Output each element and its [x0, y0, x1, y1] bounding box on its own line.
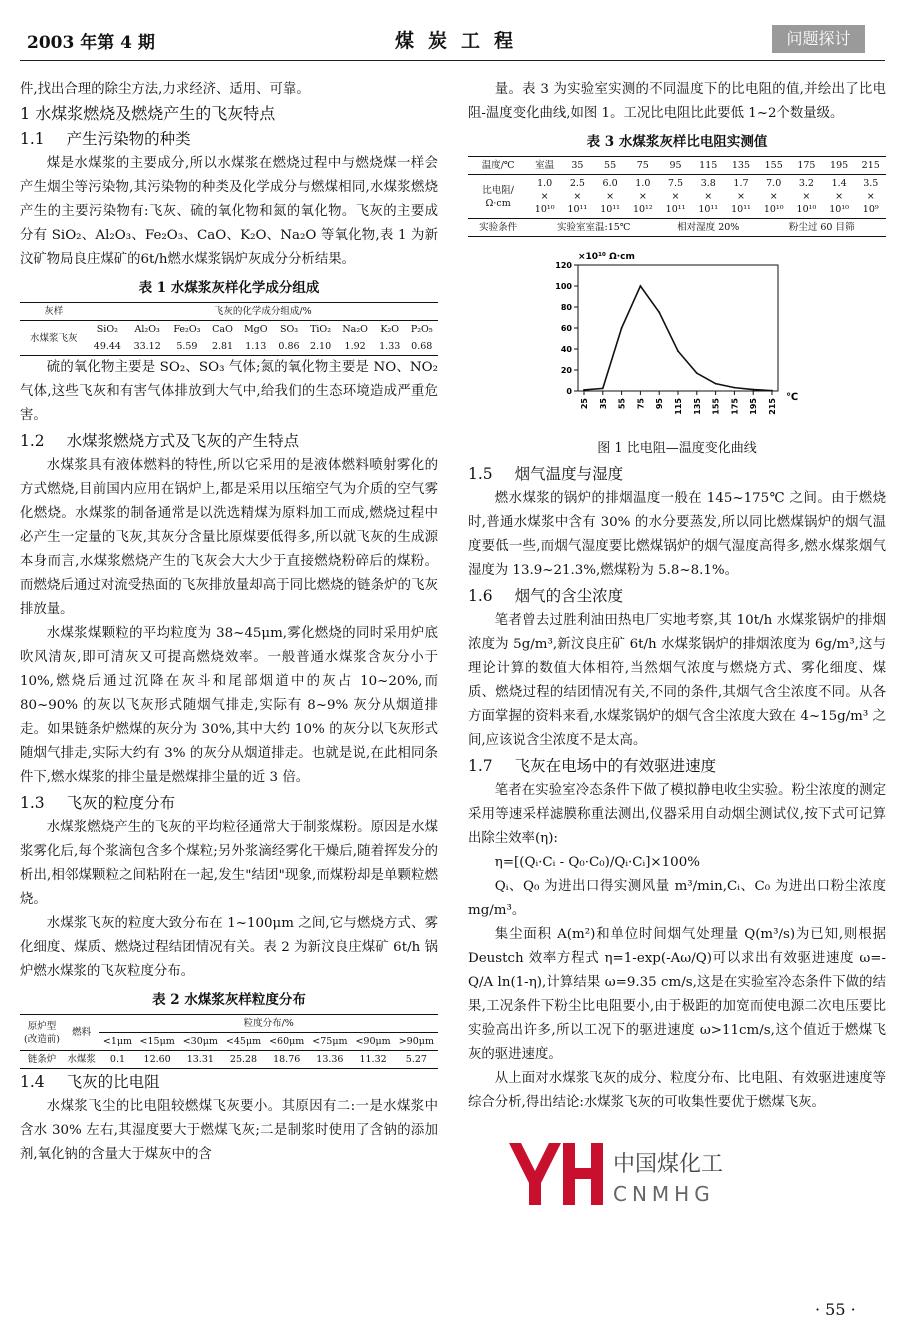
section-1-1-heading: [20, 126, 438, 152]
table-cell: 5.27: [405, 1054, 427, 1065]
table-cell: 7.0 × 10¹⁰: [763, 178, 784, 215]
table-header: <60μm: [269, 1036, 305, 1047]
section-title: 烟气温度与湿度: [514, 465, 624, 483]
section-number: 1.4: [20, 1073, 45, 1091]
table-cell: 相对湿度 20%: [677, 222, 740, 233]
table-cell: 1.33: [379, 341, 401, 352]
table-header: <90μm: [355, 1036, 391, 1047]
table-row-label: [468, 175, 528, 219]
section-1-5-heading: [468, 461, 886, 487]
table-cell: 1.0 × 10¹²: [632, 178, 653, 215]
y-tick-label: 40: [560, 345, 572, 354]
table-header: 飞灰的化学成分组成/%: [87, 303, 438, 321]
table-header: <75μm: [312, 1036, 348, 1047]
paragraph: 笔者在实验室冷态条件下做了模拟静电收尘实验。粉尘浓度的测定采用等速采样滤膜称重法测出,仪器采用自动烟尘测试仪,按下式可记算出除尘效率(η):: [468, 783, 886, 846]
table-cell: 33.12: [133, 341, 161, 352]
table-header: Al₂O₃: [134, 324, 160, 335]
table-header: [20, 1015, 64, 1051]
table-header: 室温: [535, 160, 555, 171]
y-tick-label: 120: [555, 261, 572, 270]
table-header: P₂O₅: [410, 324, 433, 335]
data-point: [640, 285, 642, 287]
table-cell: 2.5 × 10¹¹: [567, 178, 588, 215]
y-axis-label: ×10¹⁰ Ω·cm: [578, 252, 635, 262]
paragraph: 量。表 3 为实验室实测的不同温度下的比电阻的值,并绘出了比电阻-温度变化曲线,如图 1。工况比电阻比此要低 1~2个数量级。: [468, 82, 886, 121]
table-header: <15μm: [139, 1036, 175, 1047]
data-point: [715, 383, 717, 385]
resistivity-line-chart: [468, 247, 886, 437]
table-header: 115: [699, 160, 718, 171]
section-number: 1.1: [20, 130, 45, 148]
table-cell: 粉尘过 60 目筛: [788, 222, 855, 233]
x-tick-label: 115: [674, 398, 683, 415]
table-header: <30μm: [182, 1036, 218, 1047]
section-title: 烟气的含尘浓度: [514, 587, 624, 605]
table-header: <45μm: [225, 1036, 262, 1047]
data-point: [696, 372, 698, 374]
figure-1-caption: 图 1 比电阻—温度变化曲线: [597, 441, 757, 456]
table-header: SO₃: [279, 324, 299, 335]
table-header: MgO: [243, 324, 268, 335]
table-header: 95: [669, 160, 682, 171]
table-1-caption: 表 1 水煤浆灰样化学成分组成: [138, 280, 320, 296]
y-tick-label: 20: [560, 366, 572, 375]
table-1: [20, 302, 438, 356]
table-cell: 3.5 × 10⁹: [862, 178, 879, 215]
journal-name: 煤炭工程: [395, 30, 528, 52]
table-cell: 13.36: [316, 1054, 344, 1065]
table-header: 55: [604, 160, 617, 171]
table-cell: 1.0 × 10¹⁰: [534, 178, 555, 215]
x-tick-label: 195: [749, 398, 759, 415]
paragraph: Qᵢ、Q₀ 为进出口得实测风量 m³/min,Cᵢ、C₀ 为进出口粉尘浓度 mg/m³。: [468, 879, 886, 918]
table-header: 35: [571, 160, 584, 171]
paragraph: 燃水煤浆的锅炉的排烟温度一般在 145~175℃ 之间。由于燃烧时,普通水煤浆中含有 30% 的水分要蒸发,所以同比燃煤锅炉的烟气温度要低一些,而烟气湿度要比燃煤锅炉的烟气湿度高得多,燃水煤浆烟气湿度为 13.9~21.3%,燃煤粉为 5.8~8.1%。: [468, 491, 886, 578]
table-cell: 2.81: [211, 341, 234, 352]
section-1-4-heading: [20, 1069, 438, 1095]
section-1-6-heading: [468, 583, 886, 609]
table-cell: 49.44: [93, 341, 121, 352]
paragraph: 笔者曾去过胜利油田热电厂实地考察,其 10t/h 水煤浆锅炉的排烟浓度为 5g/m³,新汶良庄矿 6t/h 水煤浆锅炉的排烟浓度为 6g/m³,这与理论计算的数值大体相符,当然烟气浓度与燃烧方式、雾化细度、煤质、燃烧过程的结团情况有关,不同的条件,其烟气含尘浓度不同。从各方面掌握的资料来看,水煤浆锅炉的烟气含尘浓度大致在 4~15g/m³ 之间,应该说含尘浓度不是太高。: [468, 613, 886, 748]
journal-issue: 2003 年第 4 期: [27, 33, 155, 53]
data-point: [583, 389, 585, 391]
table-cell: 12.60: [143, 1054, 171, 1065]
table-cell: 5.59: [176, 341, 198, 352]
section-1-3-heading: [20, 790, 438, 816]
section-badge: 问题探讨: [772, 25, 865, 53]
x-tick-label: 35: [598, 398, 608, 410]
table-cell: 3.2 × 10¹⁰: [796, 178, 817, 215]
watermark-logo-icon: [505, 1135, 795, 1210]
watermark-cn: 中国煤化工: [613, 1152, 724, 1177]
x-tick-label: 175: [730, 398, 740, 415]
x-axis-label: ℃: [786, 392, 799, 403]
table-cell: 18.76: [273, 1054, 301, 1065]
paragraph: 从上面对水煤浆飞灰的成分、粒度分布、比电阻、有效驱进速度等综合分析,得出结论:水煤浆飞灰的可收集性要优于燃煤飞灰。: [468, 1071, 886, 1110]
table-header: 温度/℃: [481, 160, 515, 171]
table-header: 75: [636, 160, 649, 171]
table-cell: 1.4 × 10¹⁰: [829, 178, 849, 215]
section-number: 1.6: [468, 587, 493, 605]
paragraph: 硫的氧化物主要是 SO₂、SO₃ 气体;氮的氧化物主要是 NO、NO₂ 气体,这些飞灰和有害气体排放到大气中,给我们的生态环境造成严重危害。: [20, 360, 438, 423]
section-title: 水煤浆燃烧方式及飞灰的产生特点: [66, 432, 300, 450]
table-header: 155: [764, 160, 783, 171]
table-row-label: 水煤浆飞灰: [29, 332, 78, 344]
cnmhg-watermark: [505, 1135, 795, 1210]
table-cell: 0.68: [411, 341, 433, 352]
table-header-line: 原炉型: [27, 1020, 57, 1032]
section-number: 1.5: [468, 465, 493, 483]
data-point: [677, 350, 679, 352]
table-cell: 6.0 × 10¹¹: [600, 178, 620, 215]
x-tick-label: 75: [636, 398, 646, 410]
section-title: 产生污染物的种类: [66, 130, 191, 148]
x-tick-label: 55: [617, 398, 627, 410]
x-tick-label: 135: [692, 398, 702, 415]
row-label-line: Ω·cm: [485, 197, 511, 209]
right-column: [468, 78, 886, 1115]
table-row-label: 实验条件: [479, 222, 518, 233]
table-cell: 1.7 × 10¹¹: [731, 178, 751, 215]
table-2-caption: 表 2 水煤浆灰样粒度分布: [152, 992, 306, 1008]
section-title: 飞灰在电场中的有效驱进速度: [514, 757, 717, 775]
section-1-2-heading: [20, 428, 438, 454]
table-header: Na₂O: [342, 324, 368, 335]
page-number: · 55 ·: [815, 1300, 856, 1319]
table-header: TiO₂: [310, 324, 332, 335]
table-cell: 1.13: [245, 341, 267, 352]
table-cell: 链条炉: [27, 1054, 57, 1065]
data-point: [734, 387, 736, 389]
paragraph: 煤是水煤浆的主要成分,所以水煤浆在燃烧过程中与燃烧煤一样会产生烟尘等污染物,其污染物的种类及化学成分与燃煤相同,水煤浆燃烧产生的主要污染物有:飞灰、硫的氧化物和氮的氧化物。飞灰的主要成分有 SiO₂、Al₂O₃、Fe₂O₃、CaO、K₂O、Na₂O 等氧化物,表 1 为新汶矿物局良庄煤矿的6t/h燃水煤浆锅炉灰成分分析结果。: [20, 156, 438, 267]
data-point: [658, 311, 660, 313]
table-header: 215: [861, 160, 880, 171]
table-cell: 水煤浆: [67, 1054, 96, 1065]
y-tick-label: 0: [566, 387, 572, 396]
table-2: [20, 1014, 438, 1069]
table-cell: 实验室室温:15℃: [557, 222, 631, 233]
table-header-line: (改造前): [24, 1033, 60, 1045]
table-header: K₂O: [380, 324, 400, 335]
efficiency-equation: η=[(Qᵢ·Cᵢ - Q₀·C₀)/Qᵢ·Cᵢ]×100%: [494, 855, 700, 870]
figure-1-chart: [468, 247, 886, 437]
table-header: 175: [797, 160, 816, 171]
header-rule: [20, 60, 885, 61]
table-header: SiO₂: [96, 324, 118, 335]
table-header: CaO: [212, 324, 233, 335]
resistivity-series-line: [584, 286, 772, 391]
paragraph: 水煤浆具有液体燃料的特性,所以它采用的是液体燃料喷射雾化的方式燃烧,目前国内应用在锅炉上,都是采用以压缩空气为介质的空气雾化燃烧。水煤浆的制备通常是以洗选精煤为原料加工而成,燃烧过程中必产生一定量的飞灰,其灰分含量比原煤要低得多,所以就飞灰的生成源本身而言,水煤浆燃烧产生的飞灰会大大少于直接燃烧粉碎后的煤粉。而燃烧后通过对流受热面的飞灰排放量却高于同比燃烧的链条炉的飞灰排放量。: [20, 458, 438, 617]
table-cell: 13.31: [186, 1054, 214, 1065]
x-tick-label: 155: [711, 398, 721, 415]
data-point: [602, 387, 604, 389]
table-cell: 0.1: [109, 1054, 126, 1065]
paragraph: 水煤浆飞灰的粒度大致分布在 1~100μm 之间,它与燃烧方式、雾化细度、煤质、燃烧过程结团情况有关。表 2 为新汶良庄煤矿 6t/h 锅炉燃水煤浆的飞灰粒度分布。: [20, 916, 438, 979]
paragraph: 水煤浆煤颗粒的平均粒度为 38~45μm,雾化燃烧的同时采用炉底吹风清灰,即可清灰又可提高燃烧效率。一般普通水煤浆含灰分小于 10%,燃烧后通过沉降在灰斗和尾部烟道中的灰占 10~20%,而 80~90% 的灰以飞灰形式随烟气排走,实际有 8~9% 灰分从烟道排走。如果链条炉燃煤的灰分为 30%,其中大约 10% 的灰分以飞灰形式随烟气排走,实际大约有 3% 的灰分从烟道排走。也就是说,在此相同条件下,燃水煤浆的排尘量是燃煤排尘量的近 3 倍。: [20, 626, 438, 785]
table-cell: 3.8 × 10¹¹: [698, 178, 719, 215]
data-point: [752, 389, 754, 391]
y-tick-label: 80: [560, 303, 572, 312]
watermark-en: CNMHG: [613, 1182, 715, 1206]
paragraph: 水煤浆飞尘的比电阻较燃煤飞灰要小。其原因有二:一是水煤浆中含水 30% 左右,其湿度要大于燃煤飞灰;二是制浆时使用了含钠的添加剂,氧化钠的含量大于煤灰中的含: [20, 1099, 438, 1162]
paragraph: 集尘面积 A(m²)和单位时间烟气处理量 Q(m³/s)为已知,则根据 Deustch 效率方程式 η=1-exp(-Aω/Q)可以求出有效驱进速度 ω=-Q/A ln(1-η),计算结果 ω=9.35 cm/s,这是在实验室冷态条件下做的结果,工况条件下粉尘比电阻要小,由于极距的加宽而使电源二次电压要比实验高出许多,所以工况下的驱进速度 ω>11cm/s,这个值近于燃煤飞灰的驱进速度。: [468, 927, 886, 1062]
table-header: 粒度分布/%: [99, 1015, 438, 1033]
table-header: <1μm: [102, 1036, 133, 1047]
table-cell: 25.28: [229, 1054, 258, 1065]
section-title: 飞灰的比电阻: [66, 1073, 160, 1091]
table-header: 燃料: [72, 1027, 92, 1038]
x-tick-label: 215: [768, 398, 777, 415]
data-point: [771, 390, 773, 392]
x-tick-label: 95: [655, 398, 665, 410]
row-label-line: 比电阻/: [482, 184, 514, 196]
section-1-title: 1 水煤浆燃烧及燃烧产生的飞灰特点: [20, 104, 276, 123]
left-column: [20, 78, 438, 1167]
table-cell: 0.86: [278, 341, 300, 352]
y-tick-label: 100: [555, 282, 572, 291]
table-cell: 11.32: [359, 1054, 387, 1065]
section-number: 1.3: [20, 794, 45, 812]
table-cell: 2.10: [309, 341, 332, 352]
table-header: 灰样: [20, 303, 87, 321]
table-3-caption: 表 3 水煤浆灰样比电阻实测值: [586, 134, 768, 150]
x-tick-label: 25: [580, 398, 589, 410]
section-title: 飞灰的粒度分布: [66, 794, 176, 812]
table-header: Fe₂O₃: [173, 324, 201, 335]
paragraph: 水煤浆燃烧产生的飞灰的平均粒径通常大于制浆煤粉。原因是水煤浆雾化后,每个浆滴包含多个煤粒;另外浆滴经雾化干燥后,随着挥发分的析出,相邻煤颗粒之间粘附在一起,发生"结团"现象,而煤粉却是单颗粒燃烧。: [20, 820, 438, 907]
table-cell: 1.92: [344, 341, 366, 352]
table-header: 195: [830, 160, 849, 171]
data-point: [621, 327, 623, 329]
section-number: 1.7: [468, 757, 493, 775]
table-cell: 7.5 × 10¹¹: [665, 178, 686, 215]
table-3: [468, 156, 886, 237]
table-header: >90μm: [398, 1036, 434, 1047]
y-tick-label: 60: [560, 324, 572, 333]
section-number: 1.2: [20, 432, 45, 450]
table-header: 135: [731, 160, 751, 171]
intro-paragraph: 件,找出合理的除尘方法,力求经济、适用、可靠。: [20, 82, 310, 97]
section-1-7-heading: [468, 753, 886, 779]
